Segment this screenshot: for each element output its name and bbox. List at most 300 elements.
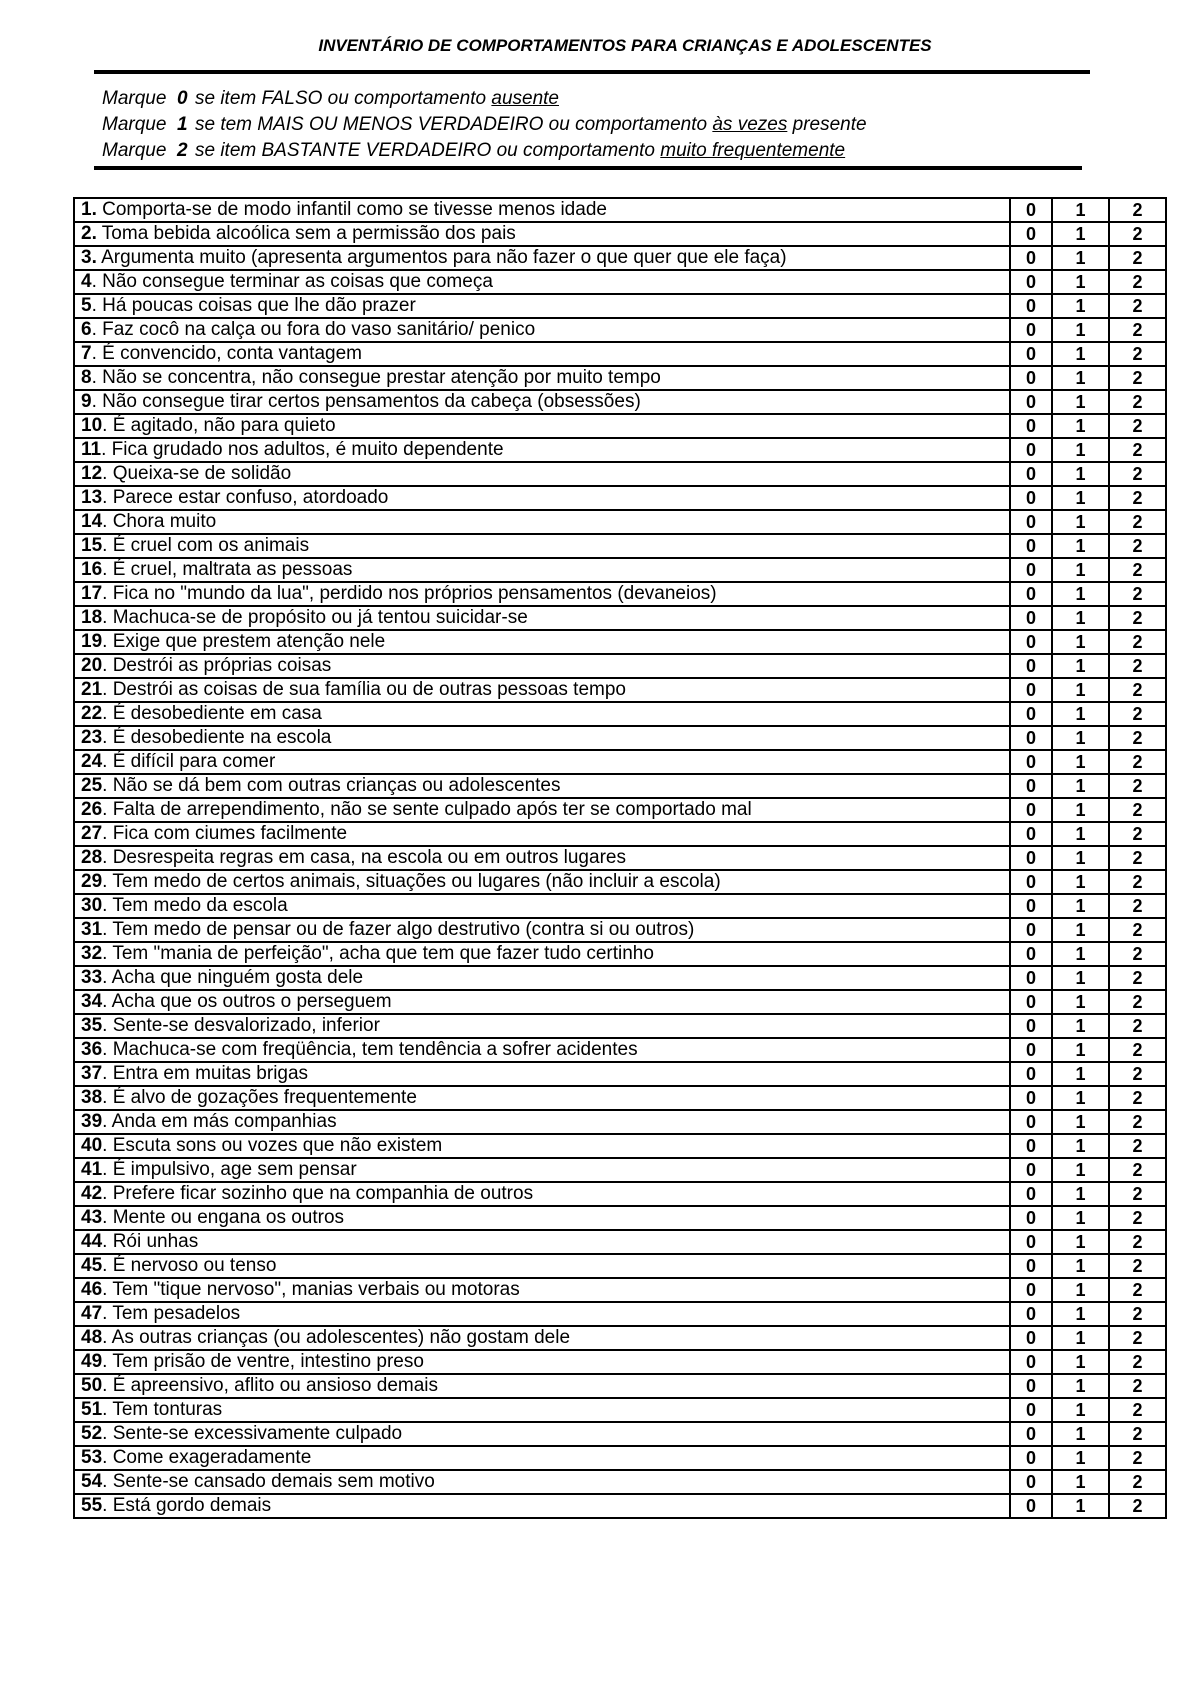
answer-option-0[interactable]: 0 bbox=[1010, 246, 1052, 270]
item-number: 9 bbox=[81, 391, 92, 412]
item-number: 23 bbox=[81, 727, 103, 748]
answer-option-0[interactable]: 0 bbox=[1010, 1302, 1052, 1326]
answer-option-2[interactable]: 2 bbox=[1109, 1350, 1166, 1374]
answer-option-2[interactable]: 2 bbox=[1109, 198, 1166, 222]
answer-option-0[interactable]: 0 bbox=[1010, 774, 1052, 798]
answer-option-1[interactable]: 1 bbox=[1052, 318, 1109, 342]
answer-option-1[interactable]: 1 bbox=[1052, 702, 1109, 726]
answer-option-0[interactable]: 0 bbox=[1010, 534, 1052, 558]
table-row bbox=[74, 990, 1166, 1014]
answer-option-1[interactable]: 1 bbox=[1052, 1494, 1109, 1518]
item-number: 15 bbox=[81, 535, 103, 556]
item-text-cell bbox=[74, 870, 1010, 894]
item-number: 20 bbox=[81, 655, 103, 676]
item-number: 17 bbox=[81, 583, 103, 604]
item-number: 26 bbox=[81, 799, 103, 820]
answer-option-0[interactable]: 0 bbox=[1010, 822, 1052, 846]
answer-option-2[interactable]: 2 bbox=[1109, 438, 1166, 462]
answer-option-2[interactable]: 2 bbox=[1109, 414, 1166, 438]
answer-option-2[interactable]: 2 bbox=[1109, 486, 1166, 510]
answer-option-2[interactable]: 2 bbox=[1109, 390, 1166, 414]
answer-option-2[interactable]: 2 bbox=[1109, 246, 1166, 270]
table-row bbox=[74, 1086, 1166, 1110]
answer-option-0[interactable]: 0 bbox=[1010, 510, 1052, 534]
answer-option-2[interactable]: 2 bbox=[1109, 1086, 1166, 1110]
answer-option-2[interactable]: 2 bbox=[1109, 1278, 1166, 1302]
table-row bbox=[74, 630, 1166, 654]
answer-option-1[interactable]: 1 bbox=[1052, 1158, 1109, 1182]
item-text: . Machuca-se de propósito ou já tentou suicidar-se bbox=[102, 607, 528, 628]
table-row bbox=[74, 1230, 1166, 1254]
answer-option-1[interactable]: 1 bbox=[1052, 846, 1109, 870]
legend-emphasis: às vezes bbox=[712, 114, 788, 135]
answer-option-2[interactable]: 2 bbox=[1109, 1398, 1166, 1422]
item-text: Toma bebida alcoólica sem a permissão dos pais bbox=[96, 223, 516, 244]
answer-option-1[interactable]: 1 bbox=[1052, 1446, 1109, 1470]
answer-option-2[interactable]: 2 bbox=[1109, 1254, 1166, 1278]
table-row bbox=[74, 1470, 1166, 1494]
answer-option-2[interactable]: 2 bbox=[1109, 270, 1166, 294]
table-row bbox=[74, 942, 1166, 966]
legend-code: 2 bbox=[176, 140, 188, 161]
form-title: INVENTÁRIO DE COMPORTAMENTOS PARA CRIANÇAS E ADOLESCENTES bbox=[318, 36, 932, 55]
item-text-cell bbox=[74, 534, 1010, 558]
item-number: 52 bbox=[81, 1423, 103, 1444]
answer-option-1[interactable]: 1 bbox=[1052, 1398, 1109, 1422]
answer-option-0[interactable]: 0 bbox=[1010, 1110, 1052, 1134]
answer-option-0[interactable]: 0 bbox=[1010, 966, 1052, 990]
item-text: . Queixa-se de solidão bbox=[102, 463, 292, 484]
item-text-cell bbox=[74, 990, 1010, 1014]
answer-option-2[interactable]: 2 bbox=[1109, 318, 1166, 342]
item-number: 39 bbox=[81, 1111, 103, 1132]
item-text-cell bbox=[74, 1374, 1010, 1398]
item-number: 31 bbox=[81, 919, 103, 940]
answer-option-0[interactable]: 0 bbox=[1010, 582, 1052, 606]
answer-option-2[interactable]: 2 bbox=[1109, 942, 1166, 966]
answer-option-0[interactable]: 0 bbox=[1010, 1158, 1052, 1182]
item-text: . Tem medo da escola bbox=[102, 895, 288, 916]
item-text-cell bbox=[74, 1302, 1010, 1326]
answer-option-2[interactable]: 2 bbox=[1109, 918, 1166, 942]
answer-option-2[interactable]: 2 bbox=[1109, 654, 1166, 678]
answer-option-1[interactable]: 1 bbox=[1052, 990, 1109, 1014]
item-text-cell bbox=[74, 342, 1010, 366]
answer-option-1[interactable]: 1 bbox=[1052, 438, 1109, 462]
table-row bbox=[74, 702, 1166, 726]
item-text: . Escuta sons ou vozes que não existem bbox=[102, 1135, 443, 1156]
item-number: 49 bbox=[81, 1351, 103, 1372]
title-rule bbox=[94, 70, 1090, 74]
answer-option-0[interactable]: 0 bbox=[1010, 486, 1052, 510]
table-row bbox=[74, 1422, 1166, 1446]
item-number: 40 bbox=[81, 1135, 103, 1156]
item-text: . Mente ou engana os outros bbox=[102, 1207, 345, 1228]
answer-option-1[interactable]: 1 bbox=[1052, 894, 1109, 918]
answer-option-1[interactable]: 1 bbox=[1052, 198, 1109, 222]
item-text-cell bbox=[74, 606, 1010, 630]
answer-option-2[interactable]: 2 bbox=[1109, 1134, 1166, 1158]
answer-option-1[interactable]: 1 bbox=[1052, 798, 1109, 822]
answer-option-0[interactable]: 0 bbox=[1010, 294, 1052, 318]
answer-option-2[interactable]: 2 bbox=[1109, 966, 1166, 990]
answer-option-1[interactable]: 1 bbox=[1052, 1470, 1109, 1494]
item-number: 50 bbox=[81, 1375, 103, 1396]
answer-option-1[interactable]: 1 bbox=[1052, 366, 1109, 390]
answer-option-1[interactable]: 1 bbox=[1052, 1374, 1109, 1398]
table-row bbox=[74, 390, 1166, 414]
answer-option-0[interactable]: 0 bbox=[1010, 558, 1052, 582]
answer-option-0[interactable]: 0 bbox=[1010, 678, 1052, 702]
item-number: 14 bbox=[81, 511, 103, 532]
answer-option-1[interactable]: 1 bbox=[1052, 246, 1109, 270]
item-text: . É apreensivo, aflito ou ansioso demais bbox=[102, 1375, 438, 1396]
item-text-cell bbox=[74, 1158, 1010, 1182]
table-row bbox=[74, 1206, 1166, 1230]
table-row bbox=[74, 774, 1166, 798]
answer-option-1[interactable]: 1 bbox=[1052, 558, 1109, 582]
answer-option-2[interactable]: 2 bbox=[1109, 1038, 1166, 1062]
answer-option-0[interactable]: 0 bbox=[1010, 1350, 1052, 1374]
answer-option-0[interactable]: 0 bbox=[1010, 438, 1052, 462]
answer-option-1[interactable]: 1 bbox=[1052, 1062, 1109, 1086]
answer-option-1[interactable]: 1 bbox=[1052, 1350, 1109, 1374]
legend-prefix: Marque bbox=[102, 114, 167, 135]
answer-option-1[interactable]: 1 bbox=[1052, 774, 1109, 798]
answer-option-2[interactable]: 2 bbox=[1109, 534, 1166, 558]
answer-option-0[interactable]: 0 bbox=[1010, 702, 1052, 726]
answer-option-1[interactable]: 1 bbox=[1052, 1326, 1109, 1350]
answer-option-2[interactable]: 2 bbox=[1109, 1230, 1166, 1254]
answer-option-0[interactable]: 0 bbox=[1010, 990, 1052, 1014]
answer-option-1[interactable]: 1 bbox=[1052, 1278, 1109, 1302]
answer-option-2[interactable]: 2 bbox=[1109, 1374, 1166, 1398]
answer-option-1[interactable]: 1 bbox=[1052, 1182, 1109, 1206]
answer-option-0[interactable]: 0 bbox=[1010, 1494, 1052, 1518]
answer-option-2[interactable]: 2 bbox=[1109, 342, 1166, 366]
answer-option-1[interactable]: 1 bbox=[1052, 1206, 1109, 1230]
item-text: . Tem tonturas bbox=[102, 1399, 223, 1420]
legend-row-0 bbox=[102, 86, 867, 112]
answer-option-2[interactable]: 2 bbox=[1109, 1302, 1166, 1326]
answer-option-0[interactable]: 0 bbox=[1010, 1326, 1052, 1350]
answer-option-2[interactable]: 2 bbox=[1109, 582, 1166, 606]
item-text: . Destrói as coisas de sua família ou de outras pessoas tempo bbox=[102, 679, 626, 700]
answer-option-0[interactable]: 0 bbox=[1010, 1038, 1052, 1062]
table-row bbox=[74, 918, 1166, 942]
answer-option-0[interactable]: 0 bbox=[1010, 1014, 1052, 1038]
answer-option-2[interactable]: 2 bbox=[1109, 1182, 1166, 1206]
answer-option-0[interactable]: 0 bbox=[1010, 1254, 1052, 1278]
answer-option-0[interactable]: 0 bbox=[1010, 1062, 1052, 1086]
answer-option-2[interactable]: 2 bbox=[1109, 1422, 1166, 1446]
table-row bbox=[74, 582, 1166, 606]
item-text: . É cruel com os animais bbox=[102, 535, 310, 556]
item-text: . Tem prisão de ventre, intestino preso bbox=[102, 1351, 424, 1372]
answer-option-2[interactable]: 2 bbox=[1109, 1206, 1166, 1230]
item-text: . Acha que ninguém gosta dele bbox=[102, 967, 364, 988]
item-text-cell bbox=[74, 1134, 1010, 1158]
item-text: . Tem "tique nervoso", manias verbais ou motoras bbox=[102, 1279, 520, 1300]
table-row bbox=[74, 726, 1166, 750]
answer-option-1[interactable]: 1 bbox=[1052, 942, 1109, 966]
answer-option-0[interactable]: 0 bbox=[1010, 1230, 1052, 1254]
table-row bbox=[74, 1374, 1166, 1398]
answer-option-2[interactable]: 2 bbox=[1109, 822, 1166, 846]
answer-option-0[interactable]: 0 bbox=[1010, 1182, 1052, 1206]
item-number: 18 bbox=[81, 607, 103, 628]
item-text: . Tem "mania de perfeição", acha que tem que fazer tudo certinho bbox=[102, 943, 654, 964]
item-text-cell bbox=[74, 1206, 1010, 1230]
answer-option-1[interactable]: 1 bbox=[1052, 870, 1109, 894]
item-text-cell bbox=[74, 366, 1010, 390]
answer-option-0[interactable]: 0 bbox=[1010, 414, 1052, 438]
answer-option-0[interactable]: 0 bbox=[1010, 1398, 1052, 1422]
table-row bbox=[74, 342, 1166, 366]
item-text-cell bbox=[74, 1062, 1010, 1086]
table-row bbox=[74, 846, 1166, 870]
answer-option-2[interactable]: 2 bbox=[1109, 1446, 1166, 1470]
answer-option-1[interactable]: 1 bbox=[1052, 270, 1109, 294]
answer-option-0[interactable]: 0 bbox=[1010, 1278, 1052, 1302]
item-number: 5 bbox=[81, 295, 92, 316]
answer-option-0[interactable]: 0 bbox=[1010, 870, 1052, 894]
item-number: 7 bbox=[81, 343, 92, 364]
answer-option-2[interactable]: 2 bbox=[1109, 1494, 1166, 1518]
item-number: 38 bbox=[81, 1087, 103, 1108]
item-text: . As outras crianças (ou adolescentes) não gostam dele bbox=[102, 1327, 571, 1348]
answer-option-0[interactable]: 0 bbox=[1010, 798, 1052, 822]
item-text-cell bbox=[74, 1422, 1010, 1446]
answer-option-0[interactable]: 0 bbox=[1010, 462, 1052, 486]
answer-option-1[interactable]: 1 bbox=[1052, 654, 1109, 678]
answer-option-0[interactable]: 0 bbox=[1010, 606, 1052, 630]
item-number: 3. bbox=[81, 247, 97, 268]
answer-option-2[interactable]: 2 bbox=[1109, 630, 1166, 654]
answer-option-2[interactable]: 2 bbox=[1109, 1470, 1166, 1494]
answer-option-0[interactable]: 0 bbox=[1010, 750, 1052, 774]
answer-option-1[interactable]: 1 bbox=[1052, 750, 1109, 774]
answer-option-1[interactable]: 1 bbox=[1052, 1422, 1109, 1446]
answer-option-1[interactable]: 1 bbox=[1052, 726, 1109, 750]
item-number: 21 bbox=[81, 679, 103, 700]
answer-option-2[interactable]: 2 bbox=[1109, 774, 1166, 798]
answer-option-0[interactable]: 0 bbox=[1010, 1446, 1052, 1470]
answer-option-0[interactable]: 0 bbox=[1010, 198, 1052, 222]
item-text: . Falta de arrependimento, não se sente culpado após ter se comportado mal bbox=[102, 799, 752, 820]
item-text-cell bbox=[74, 1350, 1010, 1374]
answer-option-1[interactable]: 1 bbox=[1052, 462, 1109, 486]
item-number: 11 bbox=[81, 439, 102, 460]
item-text: . É alvo de gozações frequentemente bbox=[102, 1087, 417, 1108]
answer-option-0[interactable]: 0 bbox=[1010, 318, 1052, 342]
answer-option-1[interactable]: 1 bbox=[1052, 822, 1109, 846]
item-text-cell bbox=[74, 726, 1010, 750]
item-text-cell bbox=[74, 918, 1010, 942]
table-row bbox=[74, 654, 1166, 678]
answer-option-0[interactable]: 0 bbox=[1010, 222, 1052, 246]
answer-option-2[interactable]: 2 bbox=[1109, 222, 1166, 246]
item-text-cell bbox=[74, 582, 1010, 606]
answer-option-1[interactable]: 1 bbox=[1052, 1230, 1109, 1254]
item-text-cell bbox=[74, 750, 1010, 774]
answer-option-2[interactable]: 2 bbox=[1109, 510, 1166, 534]
item-number: 44 bbox=[81, 1231, 103, 1252]
answer-option-0[interactable]: 0 bbox=[1010, 1374, 1052, 1398]
answer-option-2[interactable]: 2 bbox=[1109, 606, 1166, 630]
item-number: 8 bbox=[81, 367, 92, 388]
answer-option-1[interactable]: 1 bbox=[1052, 534, 1109, 558]
answer-option-2[interactable]: 2 bbox=[1109, 1014, 1166, 1038]
legend-row-2 bbox=[102, 138, 867, 164]
table-row bbox=[74, 558, 1166, 582]
table-row bbox=[74, 822, 1166, 846]
table-row bbox=[74, 510, 1166, 534]
item-text: . É desobediente em casa bbox=[102, 703, 322, 724]
answer-option-2[interactable]: 2 bbox=[1109, 558, 1166, 582]
legend-prefix: Marque bbox=[102, 88, 167, 109]
answer-option-2[interactable]: 2 bbox=[1109, 750, 1166, 774]
answer-option-2[interactable]: 2 bbox=[1109, 702, 1166, 726]
item-text-cell bbox=[74, 678, 1010, 702]
answer-option-0[interactable]: 0 bbox=[1010, 1206, 1052, 1230]
answer-option-2[interactable]: 2 bbox=[1109, 870, 1166, 894]
table-row bbox=[74, 750, 1166, 774]
answer-option-1[interactable]: 1 bbox=[1052, 630, 1109, 654]
answer-option-1[interactable]: 1 bbox=[1052, 1254, 1109, 1278]
answer-option-1[interactable]: 1 bbox=[1052, 1134, 1109, 1158]
item-number: 42 bbox=[81, 1183, 103, 1204]
answer-option-1[interactable]: 1 bbox=[1052, 1014, 1109, 1038]
item-number: 19 bbox=[81, 631, 103, 652]
item-text-cell bbox=[74, 270, 1010, 294]
item-text-cell bbox=[74, 1446, 1010, 1470]
answer-option-1[interactable]: 1 bbox=[1052, 294, 1109, 318]
table-row bbox=[74, 1254, 1166, 1278]
item-text-cell bbox=[74, 510, 1010, 534]
table-row bbox=[74, 606, 1166, 630]
answer-option-2[interactable]: 2 bbox=[1109, 366, 1166, 390]
answer-option-1[interactable]: 1 bbox=[1052, 606, 1109, 630]
answer-option-2[interactable]: 2 bbox=[1109, 846, 1166, 870]
table-row bbox=[74, 1494, 1166, 1518]
answer-option-2[interactable]: 2 bbox=[1109, 726, 1166, 750]
answer-option-1[interactable]: 1 bbox=[1052, 486, 1109, 510]
answer-option-1[interactable]: 1 bbox=[1052, 1110, 1109, 1134]
answer-option-2[interactable]: 2 bbox=[1109, 798, 1166, 822]
answer-option-2[interactable]: 2 bbox=[1109, 990, 1166, 1014]
item-text: Comporta-se de modo infantil como se tivesse menos idade bbox=[96, 199, 607, 220]
answer-option-1[interactable]: 1 bbox=[1052, 918, 1109, 942]
item-number: 12 bbox=[81, 463, 103, 484]
answer-option-1[interactable]: 1 bbox=[1052, 1086, 1109, 1110]
answer-option-0[interactable]: 0 bbox=[1010, 390, 1052, 414]
table-row bbox=[74, 294, 1166, 318]
answer-option-2[interactable]: 2 bbox=[1109, 894, 1166, 918]
table-row bbox=[74, 798, 1166, 822]
item-text-cell bbox=[74, 822, 1010, 846]
item-text-cell bbox=[74, 462, 1010, 486]
answer-option-1[interactable]: 1 bbox=[1052, 966, 1109, 990]
item-text: . Não se dá bem com outras crianças ou adolescentes bbox=[102, 775, 561, 796]
answer-option-1[interactable]: 1 bbox=[1052, 1302, 1109, 1326]
item-text-cell bbox=[74, 894, 1010, 918]
answer-option-0[interactable]: 0 bbox=[1010, 630, 1052, 654]
legend-emphasis: ausente bbox=[491, 88, 559, 109]
answer-option-1[interactable]: 1 bbox=[1052, 678, 1109, 702]
answer-option-0[interactable]: 0 bbox=[1010, 1134, 1052, 1158]
answer-option-2[interactable]: 2 bbox=[1109, 294, 1166, 318]
answer-option-0[interactable]: 0 bbox=[1010, 1470, 1052, 1494]
answer-option-1[interactable]: 1 bbox=[1052, 582, 1109, 606]
item-text: . Sente-se cansado demais sem motivo bbox=[102, 1471, 435, 1492]
answer-option-1[interactable]: 1 bbox=[1052, 390, 1109, 414]
table-row bbox=[74, 438, 1166, 462]
answer-option-2[interactable]: 2 bbox=[1109, 1062, 1166, 1086]
item-number: 55 bbox=[81, 1495, 103, 1516]
answer-option-2[interactable]: 2 bbox=[1109, 678, 1166, 702]
answer-option-0[interactable]: 0 bbox=[1010, 366, 1052, 390]
answer-option-2[interactable]: 2 bbox=[1109, 1326, 1166, 1350]
item-text-cell bbox=[74, 246, 1010, 270]
table-row bbox=[74, 678, 1166, 702]
item-text: . Faz cocô na calça ou fora do vaso sanitário/ penico bbox=[91, 319, 536, 340]
item-number: 6 bbox=[81, 319, 92, 340]
item-text: . Acha que os outros o perseguem bbox=[102, 991, 392, 1012]
item-text: . É nervoso ou tenso bbox=[102, 1255, 277, 1276]
item-text-cell bbox=[74, 630, 1010, 654]
item-number: 10 bbox=[81, 415, 103, 436]
item-number: 46 bbox=[81, 1279, 103, 1300]
item-text: . Machuca-se com freqüência, tem tendência a sofrer acidentes bbox=[102, 1039, 638, 1060]
item-text-cell bbox=[74, 966, 1010, 990]
answer-option-1[interactable]: 1 bbox=[1052, 414, 1109, 438]
item-text: . Tem pesadelos bbox=[102, 1303, 241, 1324]
answer-option-0[interactable]: 0 bbox=[1010, 1422, 1052, 1446]
legend-rule bbox=[94, 166, 1082, 170]
answer-option-0[interactable]: 0 bbox=[1010, 846, 1052, 870]
item-number: 27 bbox=[81, 823, 103, 844]
item-text-cell bbox=[74, 294, 1010, 318]
answer-option-2[interactable]: 2 bbox=[1109, 1158, 1166, 1182]
legend-text: se item FALSO ou comportamento bbox=[194, 88, 492, 109]
table-row bbox=[74, 1326, 1166, 1350]
item-number: 47 bbox=[81, 1303, 103, 1324]
answer-option-0[interactable]: 0 bbox=[1010, 342, 1052, 366]
answer-option-0[interactable]: 0 bbox=[1010, 942, 1052, 966]
answer-option-0[interactable]: 0 bbox=[1010, 918, 1052, 942]
answer-option-0[interactable]: 0 bbox=[1010, 1086, 1052, 1110]
item-text: . Sente-se excessivamente culpado bbox=[102, 1423, 403, 1444]
answer-option-0[interactable]: 0 bbox=[1010, 894, 1052, 918]
table-row bbox=[74, 1062, 1166, 1086]
answer-option-1[interactable]: 1 bbox=[1052, 342, 1109, 366]
item-number: 53 bbox=[81, 1447, 103, 1468]
answer-option-2[interactable]: 2 bbox=[1109, 462, 1166, 486]
table-row bbox=[74, 1398, 1166, 1422]
item-number: 48 bbox=[81, 1327, 103, 1348]
item-text: . Prefere ficar sozinho que na companhia de outros bbox=[102, 1183, 534, 1204]
answer-option-1[interactable]: 1 bbox=[1052, 510, 1109, 534]
answer-option-0[interactable]: 0 bbox=[1010, 654, 1052, 678]
answer-option-2[interactable]: 2 bbox=[1109, 1110, 1166, 1134]
answer-option-0[interactable]: 0 bbox=[1010, 726, 1052, 750]
answer-option-1[interactable]: 1 bbox=[1052, 1038, 1109, 1062]
item-text-cell bbox=[74, 1182, 1010, 1206]
answer-option-0[interactable]: 0 bbox=[1010, 270, 1052, 294]
item-text-cell bbox=[74, 1470, 1010, 1494]
answer-option-1[interactable]: 1 bbox=[1052, 222, 1109, 246]
